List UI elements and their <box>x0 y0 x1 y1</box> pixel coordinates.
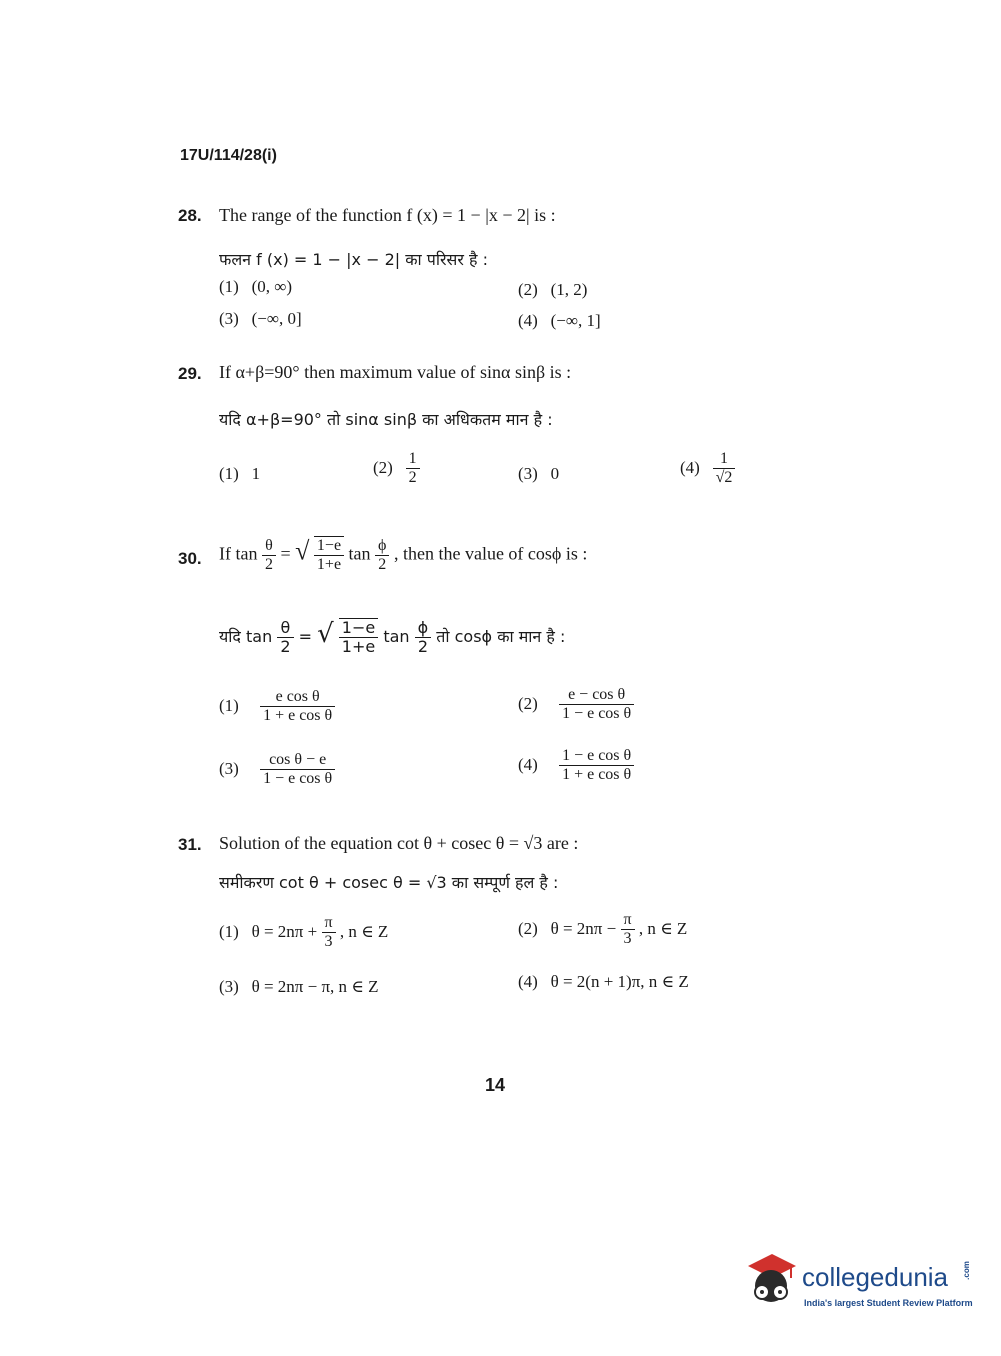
fraction <box>713 450 736 488</box>
option-label: (1) <box>219 921 239 941</box>
option-label: (2) <box>518 918 538 938</box>
fraction-denominator: 1 − e cos θ <box>559 704 634 723</box>
logo-tagline: India's largest Student Review Platform <box>804 1298 973 1308</box>
question-30-number: 30. <box>178 549 202 568</box>
q29-option-4 <box>680 450 735 488</box>
fraction <box>406 450 420 488</box>
q30-option-1 <box>219 688 335 726</box>
fraction-numerator: 1−e <box>316 537 342 554</box>
fraction-denominator: 1+e <box>339 637 378 656</box>
q30-option-4 <box>518 747 634 785</box>
question-28-english: The range of the function f (x) = 1 − |x − 2| is : <box>219 205 556 225</box>
question-29-hindi: यदि α+β=90° तो sinα sinβ का अधिकतम मान है : <box>219 410 553 429</box>
text: , n ∈ Z <box>638 918 688 938</box>
option-text: 0 <box>550 464 560 483</box>
fraction <box>277 619 293 657</box>
fraction-denominator: 1 − e cos θ <box>260 769 335 788</box>
q30-option-3 <box>219 751 335 789</box>
q29-option-1 <box>219 464 260 484</box>
logo-mascot-icon <box>742 1250 800 1310</box>
text: θ = 2nπ + <box>251 921 318 941</box>
option-label: (4) <box>518 311 538 330</box>
fraction-denominator: 2 <box>406 468 420 487</box>
option-label: (1) <box>219 464 239 483</box>
fraction <box>415 619 432 657</box>
fraction-numerator: e cos θ <box>275 688 320 705</box>
fraction-numerator: 1 <box>719 450 728 467</box>
question-30-hindi <box>219 618 565 657</box>
fraction-denominator: 3 <box>621 929 635 948</box>
equals-sign: = <box>298 626 313 646</box>
q31-option-1 <box>219 914 388 952</box>
q29-option-2 <box>373 450 420 488</box>
fraction-denominator: 1 + e cos θ <box>559 765 634 784</box>
option-text: (0, ∞) <box>251 277 293 296</box>
paper-code: 17U/114/28(i) <box>180 147 277 164</box>
q31-option-2 <box>518 911 687 949</box>
option-text: (−∞, 0] <box>251 309 302 328</box>
q28-option-2 <box>518 280 587 300</box>
fraction-numerator: θ <box>265 536 273 554</box>
q29-option-3 <box>518 464 559 484</box>
fraction <box>620 911 634 949</box>
option-label: (4) <box>680 457 700 477</box>
option-label: (4) <box>518 754 538 774</box>
option-label: (4) <box>518 972 538 991</box>
question-31-english: Solution of the equation cot θ + cosec θ = √3 are : <box>219 833 579 853</box>
text: tan <box>348 543 371 564</box>
option-text: 1 <box>251 464 261 483</box>
option-label: (3) <box>518 464 538 483</box>
question-29-english: If α+β=90° then maximum value of sinα sinβ is : <box>219 362 572 382</box>
fraction-numerator: π <box>324 914 333 931</box>
option-text: θ = 2nπ − π, n ∈ Z <box>251 977 379 996</box>
option-text: θ = 2(n + 1)π, n ∈ Z <box>550 972 689 991</box>
fraction-numerator: cos θ − e <box>269 751 327 768</box>
fraction-numerator: ϕ <box>417 617 429 637</box>
fraction-denominator: 1+e <box>314 555 344 574</box>
fraction <box>314 536 344 575</box>
fraction <box>321 914 335 952</box>
q28-option-4 <box>518 311 601 331</box>
option-label: (1) <box>219 695 239 715</box>
question-28-number: 28. <box>178 206 202 225</box>
question-30-english <box>219 536 587 575</box>
fraction <box>262 537 276 575</box>
fraction-numerator: 1 <box>408 450 417 467</box>
fraction-denominator: 3 <box>322 932 336 951</box>
fraction-numerator: e − cos θ <box>568 686 626 703</box>
page-number: 14 <box>485 1075 506 1095</box>
text: tan <box>383 626 410 646</box>
fraction <box>559 747 634 785</box>
fraction <box>260 688 335 726</box>
fraction-numerator: θ <box>280 617 291 637</box>
question-28-hindi: फलन f (x) = 1 − |x − 2| का परिसर है : <box>219 250 488 269</box>
fraction-numerator: π <box>623 911 632 928</box>
option-label: (2) <box>518 693 538 713</box>
option-label: (2) <box>373 457 393 477</box>
text: , n ∈ Z <box>339 921 389 941</box>
fraction-denominator: 2 <box>375 555 389 574</box>
q28-option-1 <box>219 277 292 297</box>
text: तो cosϕ का मान है : <box>436 626 566 646</box>
text: θ = 2nπ − <box>550 918 617 938</box>
fraction-denominator: 2 <box>277 637 293 656</box>
collegedunia-logo <box>742 1250 972 1310</box>
q28-option-3 <box>219 309 302 329</box>
equals-sign: = <box>280 543 291 564</box>
fraction-denominator: 2 <box>262 555 276 574</box>
logo-com: .com <box>961 1261 971 1280</box>
logo-wordmark: collegedunia <box>802 1262 949 1292</box>
text: If tan <box>219 543 258 564</box>
text: यदि tan <box>219 626 273 646</box>
fraction <box>260 751 335 789</box>
fraction <box>375 537 389 575</box>
option-label: (1) <box>219 277 239 296</box>
option-label: (3) <box>219 309 239 328</box>
question-31-hindi: समीकरण cot θ + cosec θ = √3 का सम्पूर्ण हल है : <box>219 873 559 892</box>
fraction <box>559 686 634 724</box>
option-text: (1, 2) <box>550 280 588 299</box>
fraction <box>339 618 378 657</box>
question-31-number: 31. <box>178 835 202 854</box>
fraction-numerator: 1−e <box>341 618 376 637</box>
fraction-denominator: √2 <box>713 468 736 487</box>
option-text: (−∞, 1] <box>550 311 601 330</box>
sqrt-sign: √ <box>295 536 310 566</box>
option-label: (3) <box>219 977 239 996</box>
q30-option-2 <box>518 686 634 724</box>
text: , then the value of cosϕ is : <box>393 543 588 564</box>
question-29-number: 29. <box>178 364 202 383</box>
q31-option-3 <box>219 977 379 997</box>
q31-option-4 <box>518 972 689 992</box>
option-label: (3) <box>219 758 239 778</box>
fraction-denominator: 1 + e cos θ <box>260 706 335 725</box>
option-label: (2) <box>518 280 538 299</box>
fraction-numerator: 1 − e cos θ <box>562 747 632 764</box>
sqrt-sign: √ <box>317 618 334 649</box>
fraction-denominator: 2 <box>415 637 431 656</box>
fraction-numerator: ϕ <box>378 536 387 554</box>
